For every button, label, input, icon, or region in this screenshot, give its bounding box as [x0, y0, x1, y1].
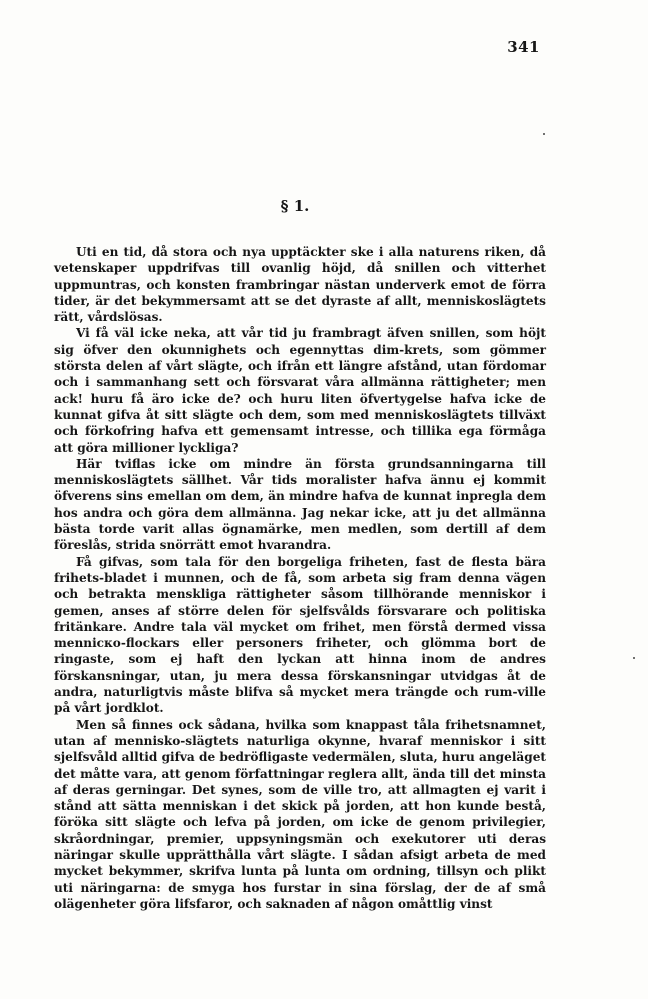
paragraph: Vi få väl icke neka, att vår tid ju frambragt äfven snillen, som höjt sig öfver den okunnighets och egennyttas dim-krets, som gömmer största delen af vårt slägte, och ifrån ett längre afstånd, utan fördomar och i sammanhang sett och försvarat våra allmänna rättigheter; men ack! huru få äro icke de? och huru liten öfvertygelse hafva icke de kunnat gifva åt sitt slägte och dem, som med menniskoslägtets tillväxt och förkofring hafva ett gemensamt intresse, och tillika ega förmåga att göra millioner lyckliga? — [54, 326, 546, 455]
body-text — [54, 244, 546, 912]
paragraph: Få gifvas, som tala för den borgeliga friheten, fast de flesta bära frihets-bladet i munnen, och de få, som arbeta sig fram denna vägen och betrakta menskliga rättigheter såsom tillhörande menniskor i gemen, anses af större delen för sjelfsvålds försvarare och politiska fritänkare. Andre tala väl mycket om frihet, men förstå dermed vissa menniско-flockars eller personers friheter, och glömma bort de ringaste, som ej haft den lyckan att hinna inom de andres förskansningar, utan, ju mera dessa förskansningar utvidgas åt de andra, naturligtvis måste blifva så mycket mera trängde och rum-ville på vårt jordklot. — [54, 554, 546, 716]
print-speck — [543, 133, 545, 135]
paragraph: Här tviflas icke om mindre än första grundsanningarna till menniskoslägtets sällhet. Vår tids moralister hafva ännu ej kommit öfverens sins emellan om dem, än mindre hafva de kunnat inpregla dem hos andra och göra dem allmänna. Jag nekar icke, att ju det allmänna bästa torde varit allas ögnamärke, men medlen, som dertill af dem föreslås, strida snörrätt emot hvarandra. — [54, 456, 546, 553]
print-speck — [633, 657, 635, 659]
paragraph: Men så finnes ock sådana, hvilka som knappast tåla frihetsnamnet, utan af mennisko-slägtets naturliga okynne, hvaraf menniskor i sitt sjelfsvåld alltid gifva de bedröfligaste vedermälen, sluta, huru angeläget det måtte vara, att genom författningar reglera allt, ända till det minsta af deras gerningar. Det synes, som de ville tro, att allmagten ej varit i stånd att sätta menniskan i det skick på jorden, att hon kunde bestå, föröka sitt slägte och lefva på jorden, om icke de genom privilegier, skråordningar, premier, uppsyningsmän och exekutorer uti deras näringar skulle upprätthålla vårt slägte. I sådan afsigt arbeta de med mycket bekymmer, skrifva lunta på lunta om ordning, tillsyn och plikt uti näringarna: de smyga hos furstar in sina förslag, der de af små olägenheter göra lifsfaror, och saknaden af någon omåttlig vinst — [54, 717, 546, 911]
paragraph: Uti en tid, då stora och nya upptäckter ske i alla naturens riken, då vetenskaper uppdrifvas till ovanlig höjd, då snillen och vitterhet uppmuntras, och konsten frambringar nästan underverk emot de förra tider, är det bekymmersamt att se det dyraste af allt, menniskoslägtets rätt, vårdslösas. — [54, 245, 546, 325]
section-heading: § 1. — [280, 197, 310, 215]
page-number: 341 — [507, 38, 540, 56]
